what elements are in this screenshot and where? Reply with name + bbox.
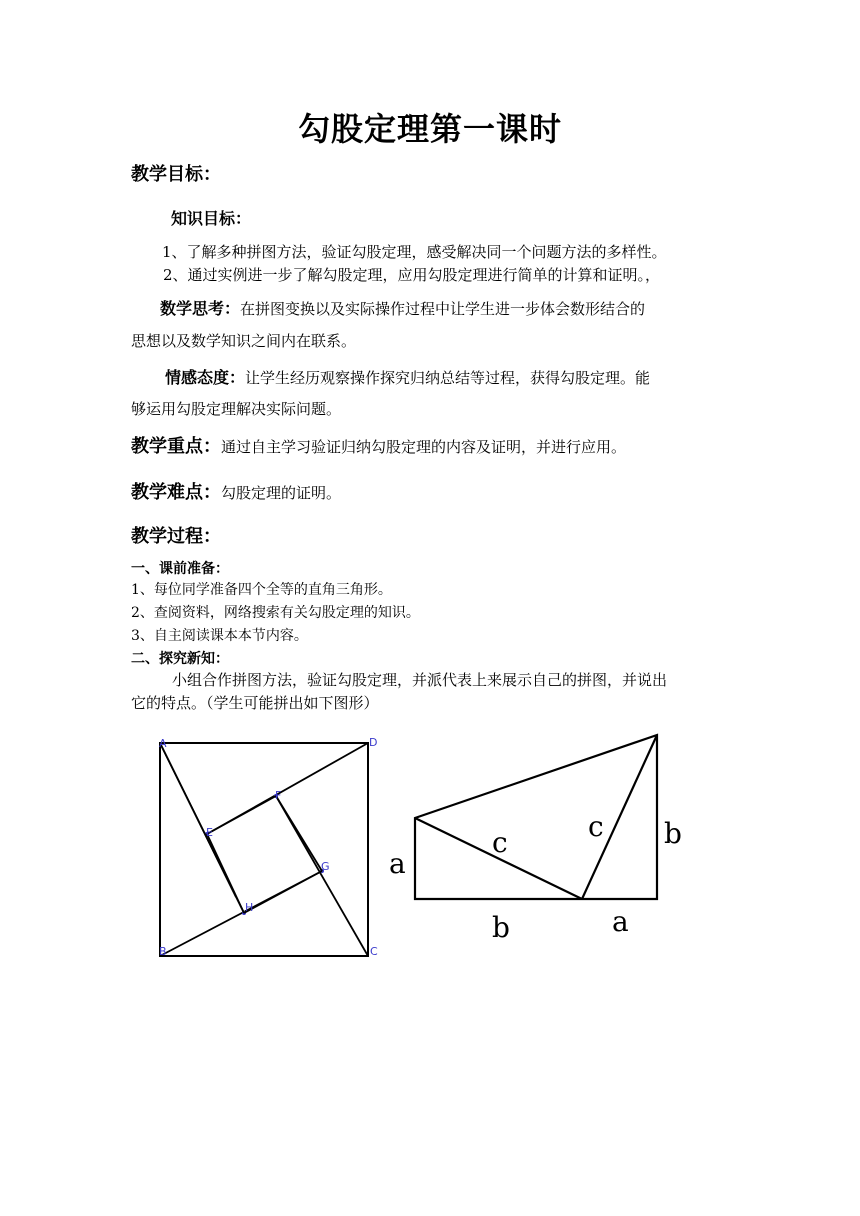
- label-c-right: c: [588, 810, 604, 843]
- prep-item-3: 3、自主阅读课本本节内容。: [131, 628, 308, 644]
- difficult-point: [131, 478, 341, 504]
- knowledge-item-1: 1、了解多种拼图方法，验证勾股定理，感受解决同一个问题方法的多样性。: [162, 243, 667, 261]
- attitude-paragraph: [165, 365, 650, 388]
- inner-edge-gf: [276, 796, 322, 871]
- square-figure: [150, 730, 390, 970]
- key-point-text: 通过自主学习验证归纳勾股定理的内容及证明，并进行应用。: [221, 438, 627, 456]
- label-b: B: [159, 945, 167, 958]
- outer-square: [160, 743, 368, 956]
- difficult-point-heading: 教学难点：: [131, 482, 221, 503]
- prep-item-2: 2、查阅资料，网络搜索有关勾股定理的知识。: [131, 605, 420, 621]
- thinking-heading: 数学思考：: [160, 299, 241, 318]
- inner-edge-fe: [207, 796, 276, 834]
- thinking-line-1: 在拼图变换以及实际操作过程中让学生进一步体会数形结合的: [240, 300, 646, 318]
- key-point-heading: 教学重点：: [131, 436, 221, 457]
- key-point: [131, 432, 626, 458]
- label-e: E: [206, 826, 213, 839]
- label-g: G: [321, 860, 330, 873]
- attitude-line-1: 让学生经历观察操作探究归纳总结等过程，获得勾股定理。能: [245, 369, 651, 387]
- prep-item-1: 1、每位同学准备四个全等的直角三角形。: [131, 582, 392, 598]
- difficult-point-text: 勾股定理的证明。: [221, 484, 342, 502]
- label-f: F: [275, 789, 282, 802]
- thinking-line-2: 思想以及数学知识之间内在联系。: [131, 332, 357, 350]
- inner-edge-hg: [244, 871, 322, 913]
- label-h: H: [245, 901, 254, 914]
- label-c: C: [370, 945, 378, 958]
- diag-a: [160, 743, 244, 913]
- thinking-paragraph: [160, 296, 645, 319]
- knowledge-item-2: 2、通过实例进一步了解勾股定理，应用勾股定理进行简单的计算和证明。，: [163, 266, 661, 284]
- label-b-right: b: [664, 817, 682, 850]
- label-a: A: [159, 737, 167, 750]
- page-title: 勾股定理第一课时: [297, 110, 562, 148]
- explore-line-2: 它的特点。（学生可能拼出如下图形）: [131, 694, 379, 712]
- label-a-left: a: [389, 847, 406, 880]
- label-c-inner: c: [492, 826, 508, 859]
- prep-heading: 一、课前准备：: [131, 561, 229, 577]
- attitude-heading: 情感态度：: [165, 368, 246, 387]
- label-a-bottom: a: [612, 905, 629, 938]
- objectives-heading: 教学目标：: [131, 164, 221, 185]
- process-heading: 教学过程：: [131, 526, 221, 547]
- attitude-line-2: 够运用勾股定理解决实际问题。: [131, 400, 342, 418]
- knowledge-heading: 知识目标：: [171, 209, 252, 228]
- label-d: D: [369, 736, 378, 749]
- explore-line-1: 小组合作拼图方法，验证勾股定理，并派代表上来展示自己的拼图，并说出: [172, 671, 668, 689]
- trapezoid-figure: [380, 725, 710, 950]
- explore-heading: 二、探究新知：: [131, 651, 229, 667]
- label-b-bottom: b: [492, 911, 510, 944]
